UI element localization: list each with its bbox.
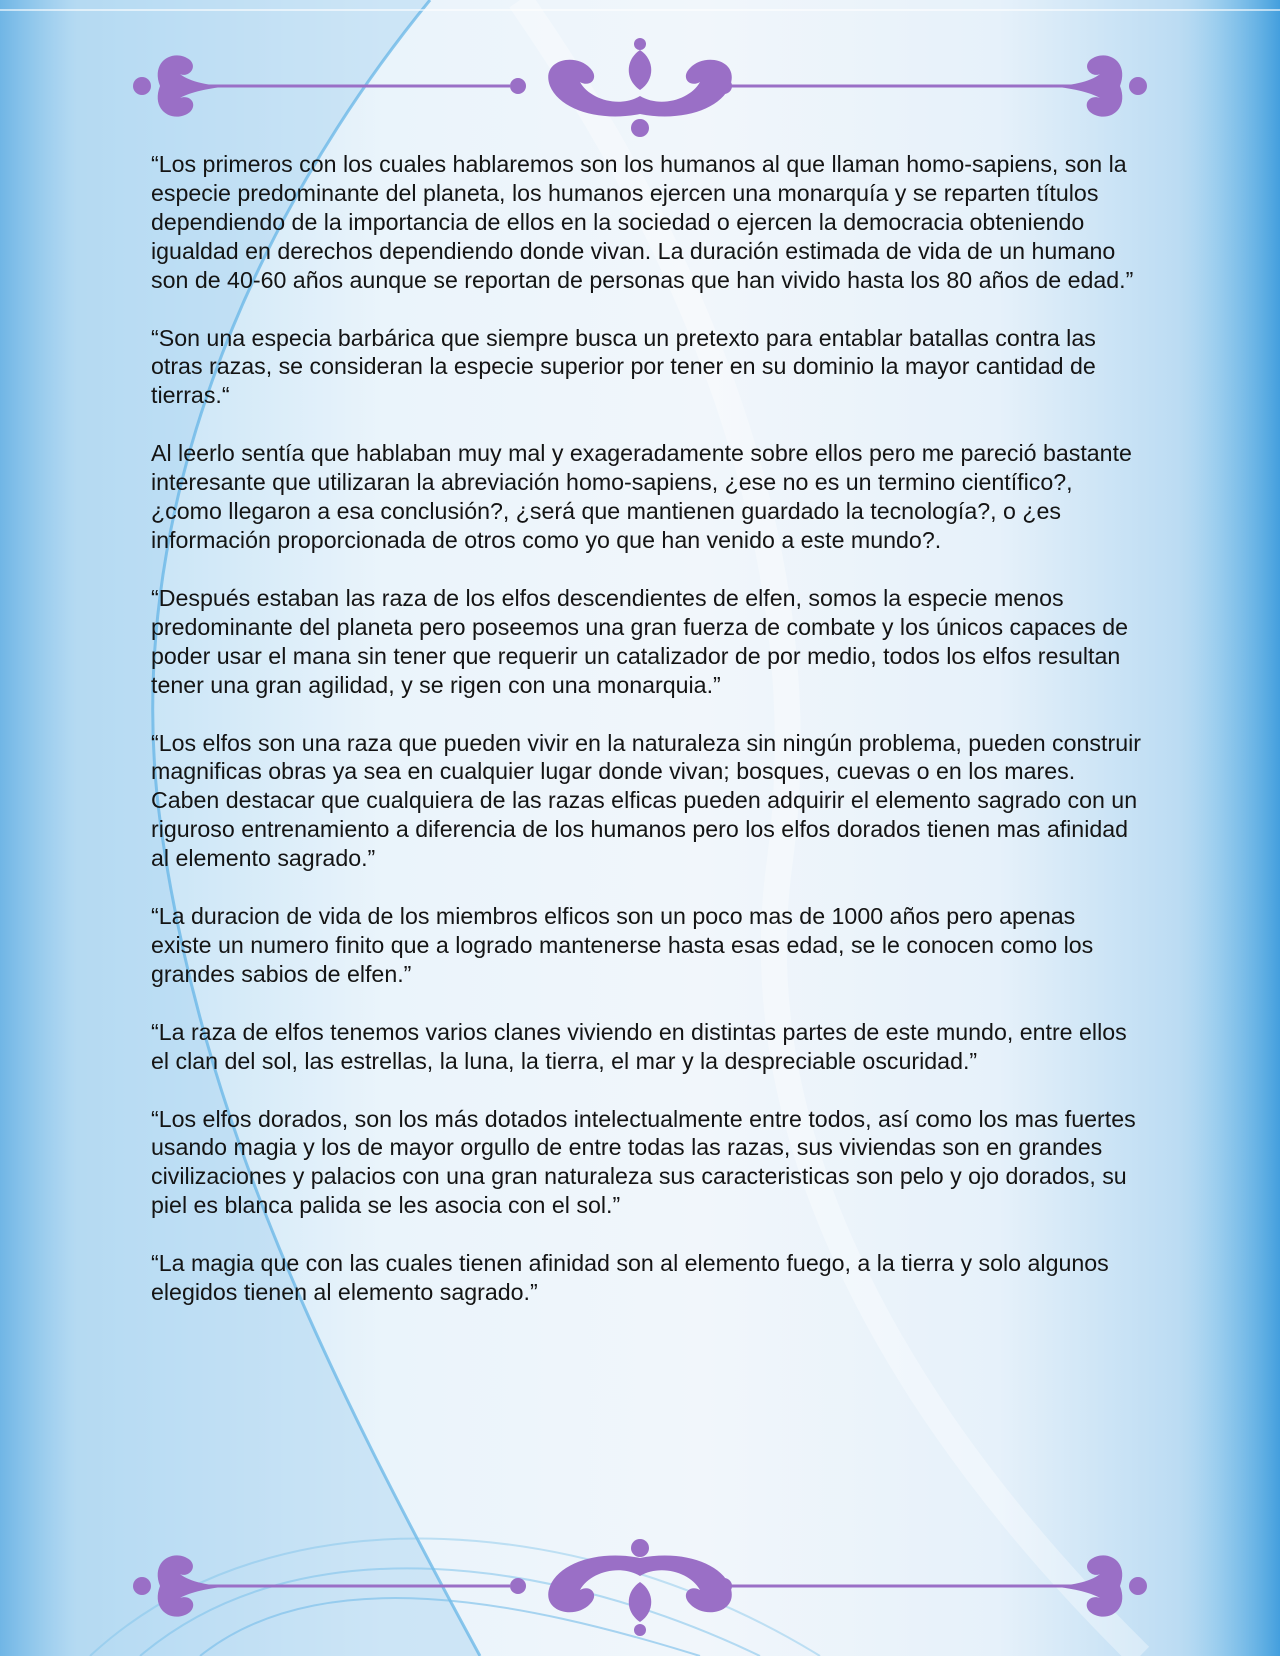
paragraph: “Los primeros con los cuales hablaremos son los humanos al que llaman homo-sapiens, son la especie predominante del planeta, los humanos ejercen una monarquía y se reparten títulos dependiendo de la importancia de ellos en la sociedad o ejercen la democracia obteniendo igualdad en derechos dependiendo donde vivan. La duración estimada de vida de un humano son de 40-60 años aunque se reportan de personas que han vivido hasta los 80 años de edad.” — [151, 151, 1134, 293]
document-body — [151, 150, 1141, 1336]
paragraph: “La duracion de vida de los miembros elficos son un poco mas de 1000 años pero apenas existe un numero finito que a logrado mantenerse hasta esas edad, se le conocen como los grandes sabios de elfen.” — [151, 903, 1094, 987]
top-flourish-icon — [120, 30, 1160, 150]
paragraph: “La magia que con las cuales tienen afinidad son al elemento fuego, a la tierra y solo algunos elegidos tienen al elemento sagrado.” — [151, 1250, 1109, 1306]
paragraph: “Son una especia barbárica que siempre busca un pretexto para entablar batallas contra las otras razas, se consideran la especie superior por tener en su dominio la mayor cantidad de tierras.“ — [151, 324, 1096, 409]
bottom-flourish-icon — [120, 1530, 1160, 1650]
paragraph: Al leerlo sentía que hablaban muy mal y exageradamente sobre ellos pero me pareció bastante interesante que utilizaran la abreviación homo-sapiens, ¿ese no es un termino científico?, ¿como llegaron a esa conclusión?, ¿será que mantienen guardado la tecnología?, o ¿es información proporcionada de otros como yo que han venido a este mundo?. — [151, 440, 1132, 553]
paragraph: “Los elfos son una raza que pueden vivir en la naturaleza sin ningún problema, pueden construir magnificas obras ya sea en cualquier lugar donde vivan; bosques, cuevas o en los mares. Caben destacar que cualquiera de las razas elficas pueden adquirir el elemento sagrado con un riguroso entrenamiento a diferencia de los humanos pero los elfos dorados tienen mas afinidad al elemento sagrado.” — [151, 729, 1141, 872]
paragraph: “Después estaban las raza de los elfos descendientes de elfen, somos la especie menos predominante del planeta pero poseemos una gran fuerza de combate y los únicos capaces de poder usar el mana sin tener que requerir un catalizador de por medio, todos los elfos resultan tener una gran agilidad, y se rigen con una monarquia.” — [151, 584, 1129, 698]
paragraph: “La raza de elfos tenemos varios clanes viviendo en distintas partes de este mundo, entre ellos el clan del sol, las estrellas, la luna, la tierra, el mar y la despreciable oscuridad.” — [151, 1018, 1127, 1074]
paragraph: “Los elfos dorados, son los más dotados intelectualmente entre todos, así como los mas fuertes usando magia y los de mayor orgullo de entre todas las razas, sus viviendas son en grandes civilizaciones y palacios con una gran naturaleza sus caracteristicas son pelo y ojo dorados, su piel es blanca palida se les asocia con el sol.” — [151, 1105, 1136, 1219]
